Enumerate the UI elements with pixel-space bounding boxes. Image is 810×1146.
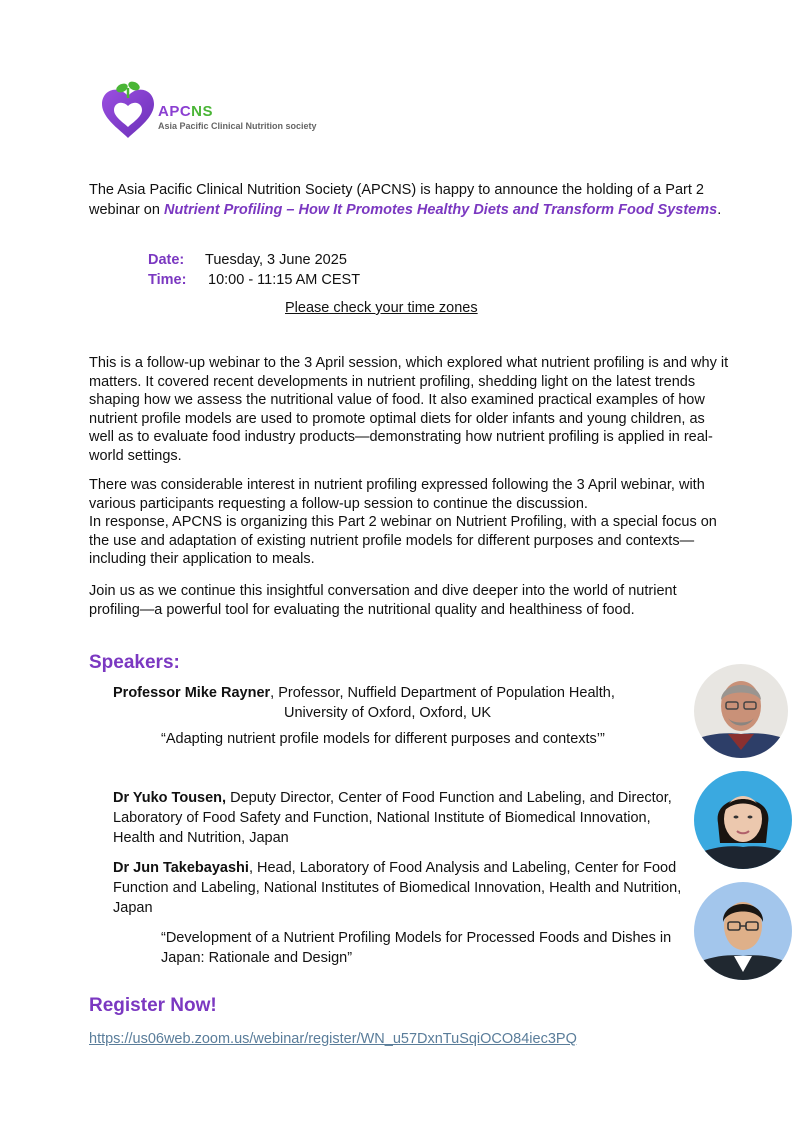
speaker-2: Dr Yuko Tousen, Deputy Director, Center of Food Function and Labeling, and Director, Laboratory of Food Safety and Function, National Institute of Biomedical Innovation, Health and Nutrition, Japan <box>113 790 672 846</box>
speaker-1-name: Professor Mike Rayner <box>113 685 271 701</box>
date-label: Date: <box>148 252 185 268</box>
timezone-note: Please check your time zones <box>285 300 478 316</box>
body-paragraph-1: This is a follow-up webinar to the 3 April session, which explored what nutrient profiling is and why it matters. It covered recent developments in nutrient profiling, shedding light on the latest trends shaping how we assess the nutritional value of food. It also examined practical examples of how nutrient profile models are used to promote optimal diets for older infants and young children, as well as to evaluate food industry products—demonstrating how nutrient profiling is applied in real-world settings. <box>89 355 729 464</box>
body-paragraph-3: In response, APCNS is organizing this Part 2 webinar on Nutrient Profiling, with a special focus on the use and adaptation of existing nutrient profile models for different purposes and contexts—including their application to meals. <box>89 514 717 568</box>
webinar-title: Nutrient Profiling – How It Promotes Healthy Diets and Transform Food Systems <box>163 201 718 218</box>
speaker-2-photo <box>694 771 792 869</box>
time-label: Time: <box>148 272 187 288</box>
speakers-heading: Speakers: <box>89 652 180 673</box>
registration-link[interactable]: https://us06web.zoom.us/webinar/register/WN_u57DxnTuSqiOCO84iec3PQ <box>89 1031 577 1047</box>
heart-leaf-icon <box>100 80 160 142</box>
body-paragraph-4: Join us as we continue this insightful conversation and dive deeper into the world of nutrient profiling—a powerful tool for evaluating the nutritional quality and healthiness of food. <box>89 583 677 618</box>
apcns-logo <box>100 80 330 140</box>
intro-paragraph: The Asia Pacific Clinical Nutrition Society (APCNS) is happy to announce the holding of a Part 2 webinar on Nutrient Profiling – How It Promotes Healthy Diets and Transform Food Systems. <box>89 182 722 218</box>
body-paragraph-2: There was considerable interest in nutrient profiling expressed following the 3 April webinar, with various participants requesting a follow-up session to continue the discussion. <box>89 477 705 512</box>
speaker-1: Professor Mike Rayner, Professor, Nuffield Department of Population Health, <box>113 685 615 701</box>
speaker-2-name: Dr Yuko Tousen, <box>113 790 227 806</box>
speaker-1-talk: “Adapting nutrient profile models for different purposes and contexts’” <box>161 731 605 747</box>
date-value: Tuesday, 3 June 2025 <box>205 252 347 268</box>
speaker-3: Dr Jun Takebayashi, Head, Laboratory of Food Analysis and Labeling, Center for Food Function and Labeling, National Institutes of Biomedical Innovation, Health and Nutrition, Japan <box>113 860 682 916</box>
speaker-3-talk: “Development of a Nutrient Profiling Models for Processed Foods and Dishes in Japan: Rationale and Design” <box>161 930 672 966</box>
speaker-3-photo <box>694 882 792 980</box>
time-value: 10:00 - 11:15 AM CEST <box>208 272 361 288</box>
register-heading: Register Now! <box>89 995 217 1016</box>
speaker-1-photo <box>694 664 788 758</box>
speaker-1-affiliation: University of Oxford, Oxford, UK <box>284 705 492 721</box>
speaker-3-name: Dr Jun Takebayashi <box>113 860 249 876</box>
logo-subtitle: Asia Pacific Clinical Nutrition society <box>158 121 317 131</box>
logo-name: APCNS <box>158 103 214 120</box>
